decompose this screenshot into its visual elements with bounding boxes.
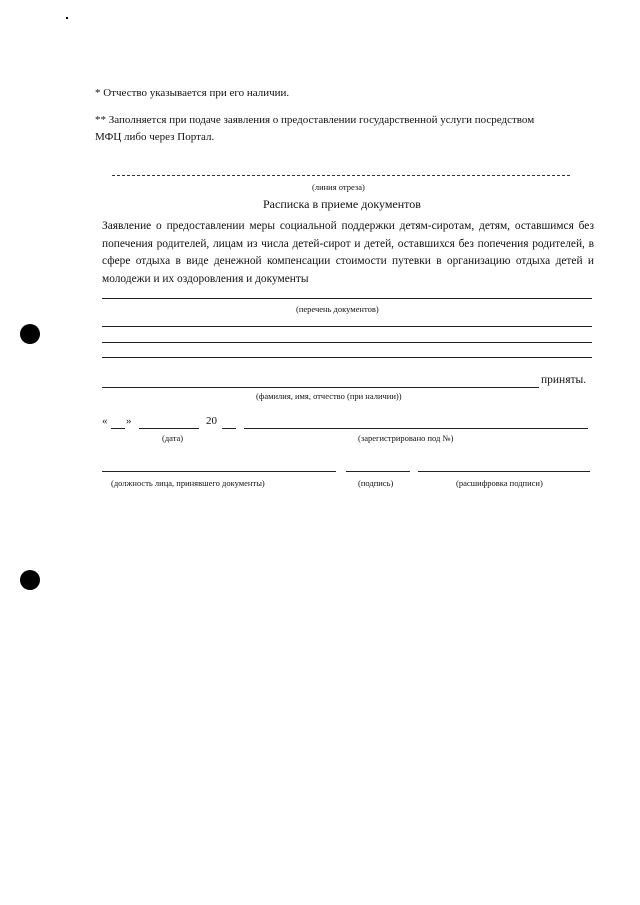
punch-hole-top [20, 324, 40, 344]
statement-paragraph: Заявление о предоставлении меры социальной поддержки детям-сиротам, детям, оставшимся без попечения родителей, лицам из числа детей-сирот и детей, оставшихся без попечения родителей, в сфере отдыха в виде денежной компенсации стоимости путевки в организацию отдыха детей и молодежи и их оздоровления и документы [102, 220, 594, 285]
date-day-blank [111, 428, 125, 429]
signature-line [346, 471, 410, 472]
date-open-quote: « [102, 415, 108, 427]
registration-number-line [244, 428, 588, 429]
punch-hole-bottom [20, 570, 40, 590]
footnote-patronymic: * Отчество указывается при его наличии. [95, 87, 290, 99]
fio-label: (фамилия, имя, отчество (при наличии)) [256, 391, 402, 401]
date-label: (дата) [162, 433, 184, 443]
documents-list-label: (перечень документов) [296, 304, 379, 314]
fio-line [102, 387, 539, 388]
documents-list-line-3 [102, 342, 592, 343]
signature-decoding-line [418, 471, 590, 472]
accepted-word: приняты. [541, 374, 587, 386]
cut-line [112, 175, 570, 176]
scan-speck [66, 17, 68, 19]
documents-list-line-2 [102, 326, 592, 327]
position-line [102, 471, 336, 472]
receipt-title: Расписка в приеме документов [263, 197, 421, 211]
signature-label: (подпись) [358, 478, 394, 488]
date-close-quote: » [126, 415, 132, 427]
footnote-mfc-line2: МФЦ либо через Портал. [95, 131, 215, 143]
footnote-mfc-line1: ** Заполняется при подаче заявления о предоставлении государственной услуги посредством [95, 114, 535, 126]
documents-list-line-4 [102, 357, 592, 358]
registered-label: (зарегистрировано под №) [358, 433, 454, 443]
date-month-blank [139, 428, 199, 429]
date-year-blank [222, 428, 236, 429]
position-label: (должность лица, принявшего документы) [111, 478, 265, 488]
documents-list-line-1 [102, 298, 592, 299]
date-year-prefix: 20 [206, 415, 217, 427]
cut-line-label: (линия отреза) [312, 182, 365, 192]
signature-decoding-label: (расшифровка подписи) [456, 478, 543, 488]
